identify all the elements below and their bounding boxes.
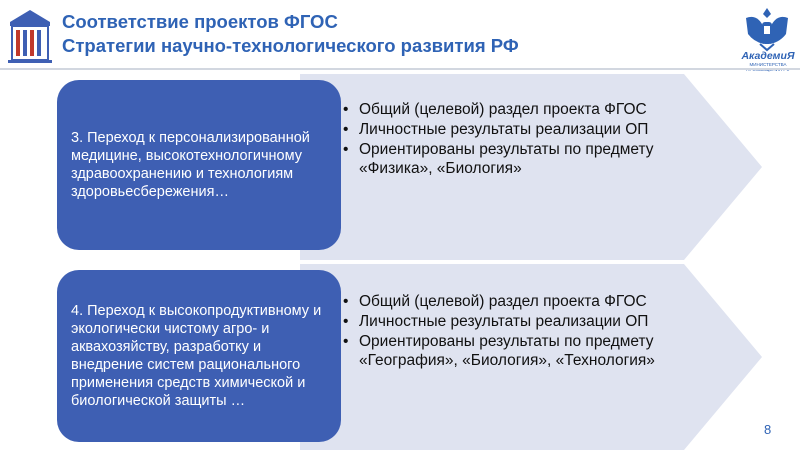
- building-icon: [6, 6, 54, 64]
- page-title: [62, 10, 662, 58]
- header-divider: [0, 68, 800, 70]
- list-item: • Ориентированы результаты по предмету «География», «Биология», «Технология»: [343, 332, 723, 370]
- strategy-box-4-text: 4. Переход к высокопродуктивному и экологически чистому агро- и аквахозяйству, разработку и внедрение систем рационального применения средств химической и биологической защиты …: [71, 303, 322, 409]
- title-line-2: Стратегии научно-технологического развития РФ: [62, 35, 519, 56]
- strategy-box-3: [57, 80, 341, 250]
- list-item: • Общий (целевой) раздел проекта ФГОС: [343, 292, 723, 311]
- list-item: • Личностные результаты реализации ОП: [343, 312, 723, 331]
- academy-logo-subtitle: МИНИСТЕРСТВА: [749, 62, 787, 67]
- title-line-1: Соответствие проектов ФГОС: [62, 11, 338, 32]
- strategy-box-4: [57, 270, 341, 442]
- strategy-box-3-text: 3. Переход к персонализированной медицине, высокотехнологичному здравоохранению и технологиям здоровьесбережения…: [71, 130, 310, 200]
- bullet-list-2: [343, 292, 723, 371]
- list-item: • Ориентированы результаты по предмету «Физика», «Биология»: [343, 140, 723, 178]
- bullet-list-1: [343, 100, 723, 179]
- list-item: • Личностные результаты реализации ОП: [343, 120, 723, 139]
- list-item: • Общий (целевой) раздел проекта ФГОС: [343, 100, 723, 119]
- page-number: 8: [764, 422, 772, 437]
- academy-logo-text: АкадемиЯ: [741, 50, 795, 62]
